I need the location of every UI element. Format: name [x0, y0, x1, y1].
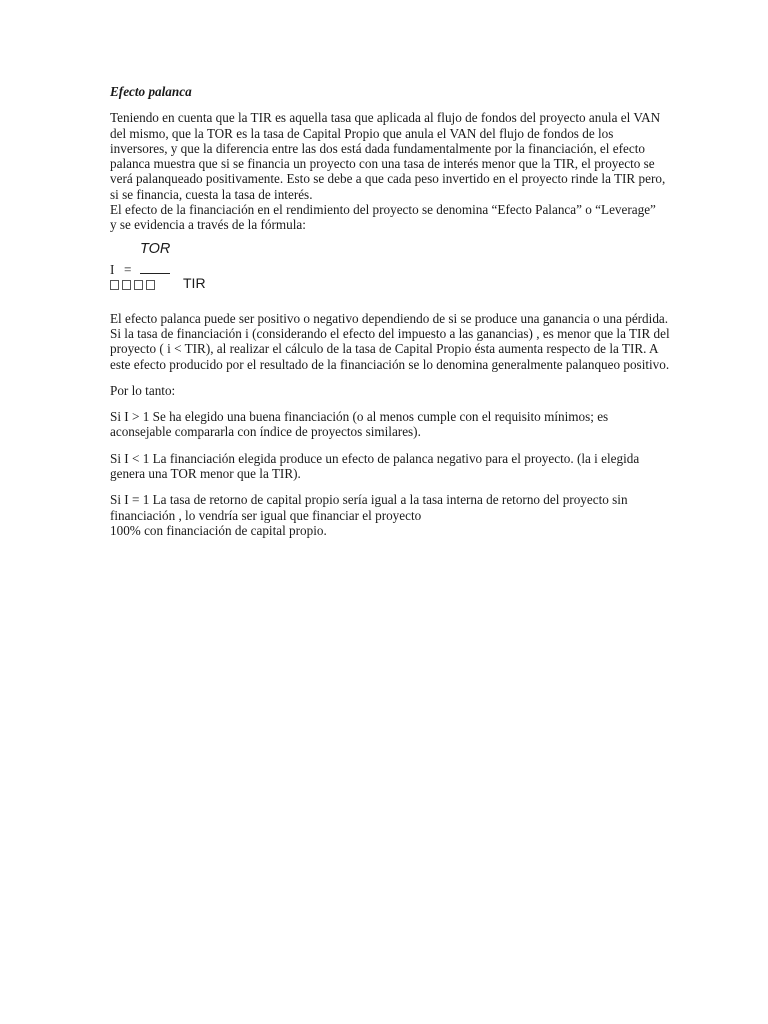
missing-glyph-boxes: [110, 280, 155, 290]
missing-glyph-icon: [110, 280, 119, 290]
intro-paragraph: Teniendo en cuenta que la TIR es aquella tasa que aplicada al flujo de fondos del proyecto anula el VAN del mismo, que la TOR es la tasa de Capital Propio que anula el VAN del flujo de fondos de los inversores, y que la diferencia entre las dos está dada fundamentalmente por la financiación, el efecto palanca muestra que si se financia un proyecto con una tasa de interés menor que la TIR, el proyecto se verá palanqueado positivamente. Esto se debe a que cada peso invertido en el proyecto rinde la TIR pero,: [110, 110, 666, 187]
formula-numerator: TOR: [140, 240, 171, 257]
intro-line: El efecto de la financiación en el rendimiento del proyecto se denomina “Efecto Palanca” o “Leverage”: [110, 202, 656, 218]
formula-equals: =: [124, 261, 132, 277]
case-less: Si I < 1 La financiación elegida produce un efecto de palanca negativo para el proyecto. (la i elegida genera una TOR menor que la TIR).: [110, 450, 640, 482]
body-paragraph: Si la tasa de financiación i (considerando el efecto del impuesto a las ganancias) , es menor que la TIR del proyecto ( i < TIR), al realizar el cálculo de la tasa de Capital Propio ésta aumenta respecto de la TIR. A este efecto producido por el resultado de la financiación se lo denomina generalmente palanqueo positivo.: [110, 325, 670, 372]
formula-denominator: TIR: [183, 274, 206, 291]
missing-glyph-icon: [146, 280, 155, 290]
por-lo-tanto: Por lo tanto:: [110, 382, 176, 398]
formula-lhs: I: [110, 261, 115, 277]
intro-line: si se financia, cuesta la tasa de interés.: [110, 186, 313, 202]
intro-line: y se evidencia a través de la fórmula:: [110, 217, 306, 233]
leverage-formula: [110, 242, 670, 302]
case-equal-continued: 100% con financiación de capital propio.: [110, 522, 327, 538]
document-title: Efecto palanca: [110, 84, 192, 99]
missing-glyph-icon: [122, 280, 131, 290]
document-body: [110, 84, 670, 538]
formula-fraction-bar: [140, 273, 170, 274]
missing-glyph-icon: [134, 280, 143, 290]
case-greater: Si I > 1 Se ha elegido una buena financiación (o al menos cumple con el requisito mínimos; es aconsejable compararla con índice de proyectos similares).: [110, 409, 609, 440]
case-equal: Si I = 1 La tasa de retorno de capital propio sería igual a la tasa interna de retorno del proyecto sin financiación , lo vendría ser igual que financiar el proyecto: [110, 492, 628, 523]
body-paragraph: El efecto palanca puede ser positivo o negativo dependiendo de si se produce una ganancia o una pérdida.: [110, 310, 669, 326]
